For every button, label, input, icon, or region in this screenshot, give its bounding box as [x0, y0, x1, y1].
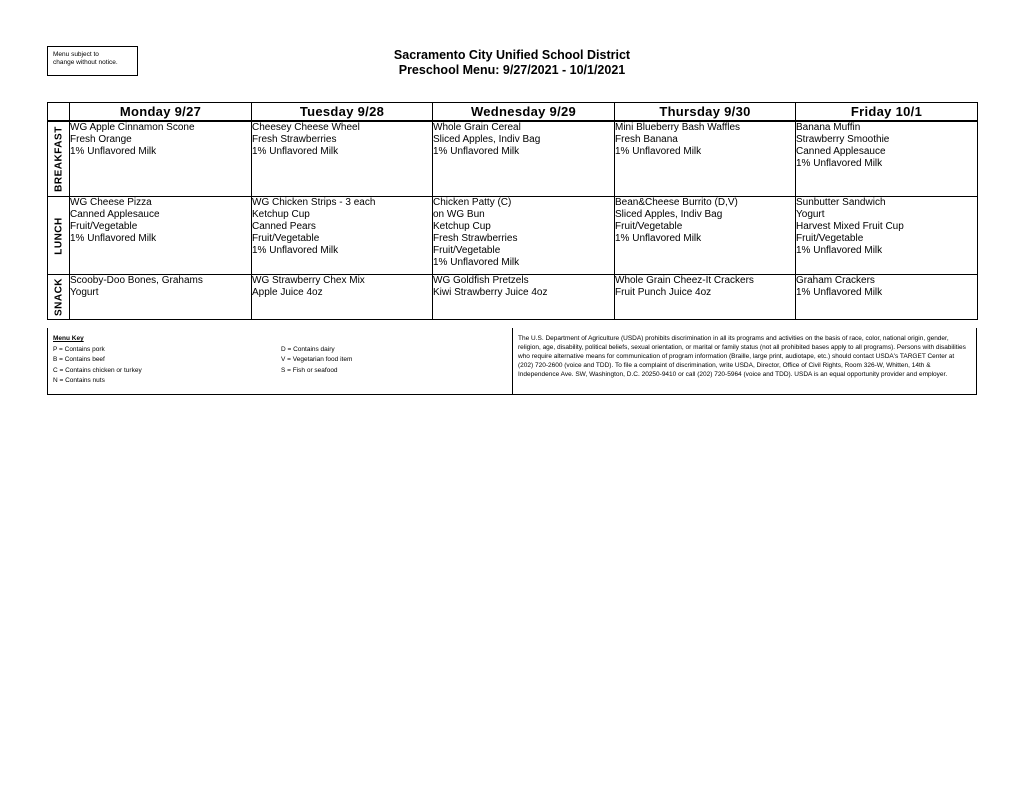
menu-item: Fruit Punch Juice 4oz	[615, 287, 712, 298]
day-header-wednesday: Wednesday 9/29	[433, 103, 615, 122]
menu-item: Fresh Strawberries	[252, 134, 337, 145]
menu-item: Fruit/Vegetable	[70, 221, 138, 232]
menu-item: 1% Unflavored Milk	[70, 233, 157, 244]
breakfast-label	[48, 121, 70, 197]
menu-item: Bean&Cheese Burrito (D,V)	[615, 197, 738, 208]
menu-key-item: V = Vegetarian food item	[281, 356, 353, 363]
menu-item: Fruit/Vegetable	[433, 245, 501, 256]
menu-item: on WG Bun	[433, 209, 485, 220]
menu-item: 1% Unflavored Milk	[252, 146, 339, 157]
lunch-label-text: LUNCH	[53, 216, 64, 255]
lunch-cell	[615, 197, 796, 275]
menu-key-item: N = Contains nuts	[53, 377, 105, 384]
menu-key-item: S = Fish or seafood	[281, 366, 338, 374]
menu-item: 1% Unflavored Milk	[433, 257, 520, 268]
menu-item: Scooby-Doo Bones, Grahams	[70, 275, 203, 286]
menu-key	[48, 328, 513, 394]
menu-item: 1% Unflavored Milk	[433, 146, 520, 157]
menu-item: 1% Unflavored Milk	[615, 146, 702, 157]
lunch-label	[48, 197, 70, 275]
notice-line-1: Menu subject to	[53, 51, 99, 58]
menu-item: Fruit/Vegetable	[796, 233, 864, 244]
menu-item: Fresh Orange	[70, 134, 132, 145]
menu-item: Mini Blueberry Bash Waffles	[615, 122, 741, 133]
menu-item: Sliced Apples, Indiv Bag	[615, 209, 723, 220]
menu-item: Apple Juice 4oz	[252, 287, 323, 298]
menu-date-range: Preschool Menu: 9/27/2021 - 10/1/2021	[398, 63, 626, 77]
footer-box	[47, 328, 977, 395]
menu-item: Whole Grain Cereal	[433, 122, 521, 133]
menu-item: Canned Applesauce	[70, 209, 160, 220]
district-name: Sacramento City Unified School District	[393, 48, 631, 62]
menu-item: 1% Unflavored Milk	[615, 233, 702, 244]
menu-item: 1% Unflavored Milk	[796, 287, 883, 298]
usda-nondiscrimination-statement: The U.S. Department of Agriculture (USDA) prohibits discrimination in all its programs and activities on the basis of race, color, national origin, gender, religion, age, disability, political beliefs, sexual orientation, or marital or family status (not all prohibited bases apply to all programs). Persons with disabilities who require alternative means for communication of program information (Braille, large print, audiotape, etc.) should contact USDA's TARGET Center at (202) 720-2600 (voice and TDD). To file a complaint of discrimination, write USDA, Director, Office of Civil Rights, Room 326-W, Whitten, 14th & Independence Ave. SW, Washington, D.C. 20250-9410 or call (202) 720-5964 (voice and TDD). USDA is an equal opportunity provider and employer.	[518, 335, 966, 379]
menu-item: Yogurt	[70, 287, 99, 298]
snack-row	[48, 275, 978, 320]
menu-key-title: Menu Key	[53, 335, 84, 342]
menu-item: Fruit/Vegetable	[615, 221, 683, 232]
menu-key-item: B = Contains beef	[53, 356, 105, 363]
menu-item: 1% Unflavored Milk	[796, 245, 883, 256]
snack-cell	[796, 275, 978, 320]
menu-item: Chicken Patty (C)	[433, 197, 512, 208]
header-corner	[48, 103, 70, 122]
snack-cell	[615, 275, 796, 320]
menu-item: WG Goldfish Pretzels	[433, 275, 529, 286]
menu-item: Fresh Strawberries	[433, 233, 518, 244]
day-header-row	[48, 103, 978, 122]
breakfast-cell	[796, 121, 978, 197]
day-header-monday: Monday 9/27	[70, 103, 252, 122]
breakfast-cell	[252, 121, 433, 197]
snack-label-text: SNACK	[53, 277, 64, 317]
day-header-friday: Friday 10/1	[796, 103, 978, 122]
snack-cell	[70, 275, 252, 320]
day-header-thursday: Thursday 9/30	[615, 103, 796, 122]
menu-item: Yogurt	[796, 209, 825, 220]
menu-item: Whole Grain Cheez-It Crackers	[615, 275, 754, 286]
menu-item: WG Apple Cinnamon Scone	[70, 122, 195, 133]
menu-item: Harvest Mixed Fruit Cup	[796, 221, 904, 232]
breakfast-label-text: BREAKFAST	[53, 126, 64, 192]
day-header-tuesday: Tuesday 9/28	[252, 103, 433, 122]
menu-item: WG Strawberry Chex Mix	[252, 275, 365, 286]
menu-item: WG Chicken Strips - 3 each	[252, 197, 376, 208]
menu-item: 1% Unflavored Milk	[252, 245, 339, 256]
page-title	[300, 48, 724, 78]
menu-item: Strawberry Smoothie	[796, 134, 890, 145]
menu-table	[47, 102, 978, 320]
menu-key-col-1	[53, 345, 281, 387]
menu-item: Fresh Banana	[615, 134, 678, 145]
menu-key-item: P = Contains pork	[53, 345, 105, 353]
lunch-cell	[433, 197, 615, 275]
menu-item: Ketchup Cup	[252, 209, 310, 220]
menu-item: Banana Muffin	[796, 122, 861, 133]
snack-label	[48, 275, 70, 320]
notice-line-2: change without notice.	[53, 59, 118, 66]
menu-item: Canned Pears	[252, 221, 316, 232]
breakfast-cell	[615, 121, 796, 197]
menu-item: 1% Unflavored Milk	[70, 146, 157, 157]
menu-item: Cheesey Cheese Wheel	[252, 122, 360, 133]
snack-cell	[433, 275, 615, 320]
menu-item: Fruit/Vegetable	[252, 233, 320, 244]
menu-item: Canned Applesauce	[796, 146, 886, 157]
menu-item: WG Cheese Pizza	[70, 197, 152, 208]
menu-key-item: D = Contains dairy	[281, 345, 335, 353]
menu-item: 1% Unflavored Milk	[796, 158, 883, 169]
breakfast-row	[48, 121, 978, 197]
menu-key-item: C = Contains chicken or turkey	[53, 366, 142, 374]
lunch-row	[48, 197, 978, 275]
menu-item: Sunbutter Sandwich	[796, 197, 886, 208]
menu-item: Sliced Apples, Indiv Bag	[433, 134, 541, 145]
menu-notice	[47, 46, 138, 76]
lunch-cell	[796, 197, 978, 275]
menu-item: Graham Crackers	[796, 275, 875, 286]
breakfast-cell	[70, 121, 252, 197]
menu-key-col-2	[281, 345, 509, 387]
snack-cell	[252, 275, 433, 320]
lunch-cell	[70, 197, 252, 275]
breakfast-cell	[433, 121, 615, 197]
lunch-cell	[252, 197, 433, 275]
menu-item: Kiwi Strawberry Juice 4oz	[433, 287, 548, 298]
menu-item: Ketchup Cup	[433, 221, 491, 232]
